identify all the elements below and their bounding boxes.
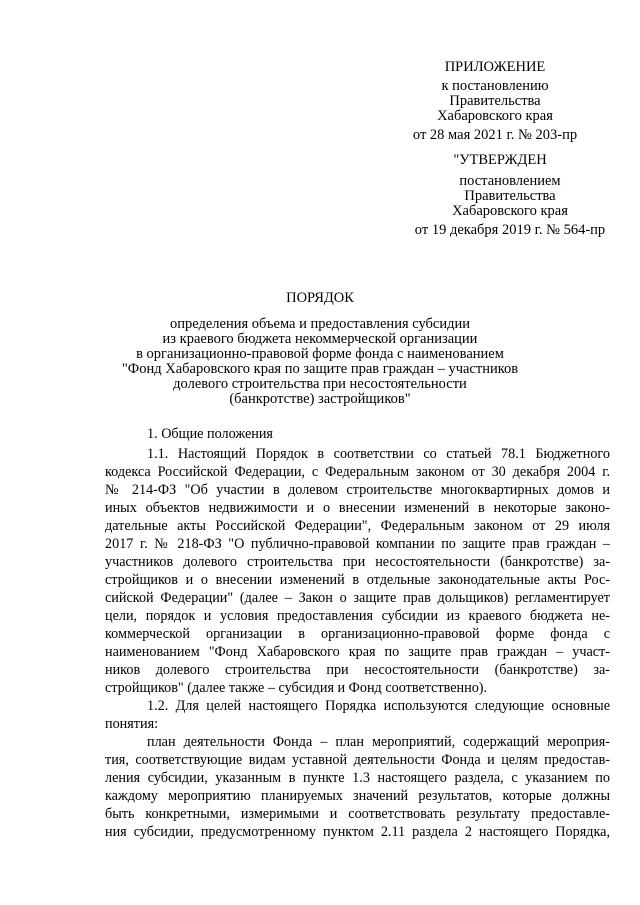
text-line: 1.2. Для целей настоящего Порядка используются следующие основные bbox=[147, 698, 610, 714]
title-line: (банкротстве) застройщиков" bbox=[229, 391, 411, 407]
text-line: 1.1. Настоящий Порядок в соответствии со статьей 78.1 Бюджетного bbox=[147, 446, 610, 462]
title-line: в организационно-правовой форме фонда с наименованием bbox=[136, 346, 504, 362]
title-line: "Фонд Хабаровского края по защите прав граждан – участников bbox=[121, 361, 519, 377]
appendix-heading: ПРИЛОЖЕНИЕ bbox=[444, 59, 546, 75]
text-line: стройщиков" (далее также – субсидия и Фонд соответственно). bbox=[105, 680, 488, 696]
paragraph-definition bbox=[105, 733, 610, 841]
approved-line: постановлением bbox=[459, 173, 561, 189]
text-line: участников долевого строительства при несостоятельности (банкротстве) за- bbox=[105, 554, 610, 570]
approved-date-line: от 19 декабря 2019 г. № 564-пр bbox=[414, 222, 606, 238]
text-line: стройщиков и о внесении изменений в отдельные законодательные акты Рос- bbox=[105, 572, 610, 588]
appendix-line: к постановлению bbox=[441, 78, 549, 94]
approved-line: Хабаровского края bbox=[452, 203, 568, 219]
title-heading: ПОРЯДОК bbox=[286, 290, 354, 306]
appendix-line: Хабаровского края bbox=[437, 108, 553, 124]
approved-line: Правительства bbox=[464, 188, 556, 204]
text-line: ления субсидии, указанным в пункте 1.3 настоящего раздела, с указанием по bbox=[105, 770, 610, 786]
text-line: план деятельности Фонда – план мероприятий, содержащий мероприя- bbox=[147, 734, 610, 750]
text-line: № 214-ФЗ "Об участии в долевом строительстве многоквартирных домов и bbox=[105, 482, 610, 498]
paragraph-1-2 bbox=[105, 697, 610, 733]
paragraph-1-1 bbox=[105, 445, 610, 697]
text-line: понятия: bbox=[105, 716, 159, 732]
appendix-line: Правительства bbox=[449, 93, 541, 109]
approved-heading: "УТВЕРЖДЕН bbox=[453, 152, 547, 168]
text-line: ников долевого строительства при несостоятельности (банкротстве) за- bbox=[105, 662, 610, 678]
approved-block bbox=[395, 153, 625, 238]
text-line: дательные акты Российской Федерации", Федеральным законом от 29 июля bbox=[105, 518, 610, 534]
text-line: тия, соответствующие видам уставной деятельности Фонда и целям предостав- bbox=[105, 752, 610, 768]
title-line: долевого строительства при несостоятельности bbox=[173, 376, 467, 392]
appendix-block bbox=[395, 60, 595, 143]
text-line: коммерческой организации в организационно-правовой форме фонда с bbox=[105, 626, 610, 642]
text-line: кодекса Российской Федерации, с Федеральным законом от 30 декабря 2004 г. bbox=[105, 464, 610, 480]
text-line: ния субсидии, предусмотренному пунктом 2.11 раздела 2 настоящего Порядка, bbox=[105, 824, 610, 840]
text-line: цели, порядок и условия предоставления субсидии из краевого бюджета не- bbox=[105, 608, 610, 624]
title-line: определения объема и предоставления субсидии bbox=[169, 316, 471, 332]
text-line: 2017 г. № 218-ФЗ "О публично-правовой компании по защите прав граждан – bbox=[105, 536, 610, 552]
text-line: каждому мероприятию планируемых значений результатов, которые должны bbox=[105, 788, 610, 804]
text-line: сийской Федерации" (далее – Закон о защите прав дольщиков) регламентирует bbox=[105, 590, 610, 606]
document-body bbox=[105, 425, 610, 841]
text-line: иных объектов недвижимости и о внесении изменений в некоторые законо- bbox=[105, 500, 610, 516]
appendix-date-line: от 28 мая 2021 г. № 203-пр bbox=[412, 127, 578, 143]
title-line: из краевого бюджета некоммерческой организации bbox=[162, 331, 478, 347]
text-line: быть конкретными, измеримыми и соответствовать результату предоставле- bbox=[105, 806, 610, 822]
document-title bbox=[0, 291, 640, 407]
section-heading: 1. Общие положения bbox=[147, 426, 273, 442]
text-line: наименованием "Фонд Хабаровского края по защите прав граждан – участ- bbox=[105, 644, 610, 660]
